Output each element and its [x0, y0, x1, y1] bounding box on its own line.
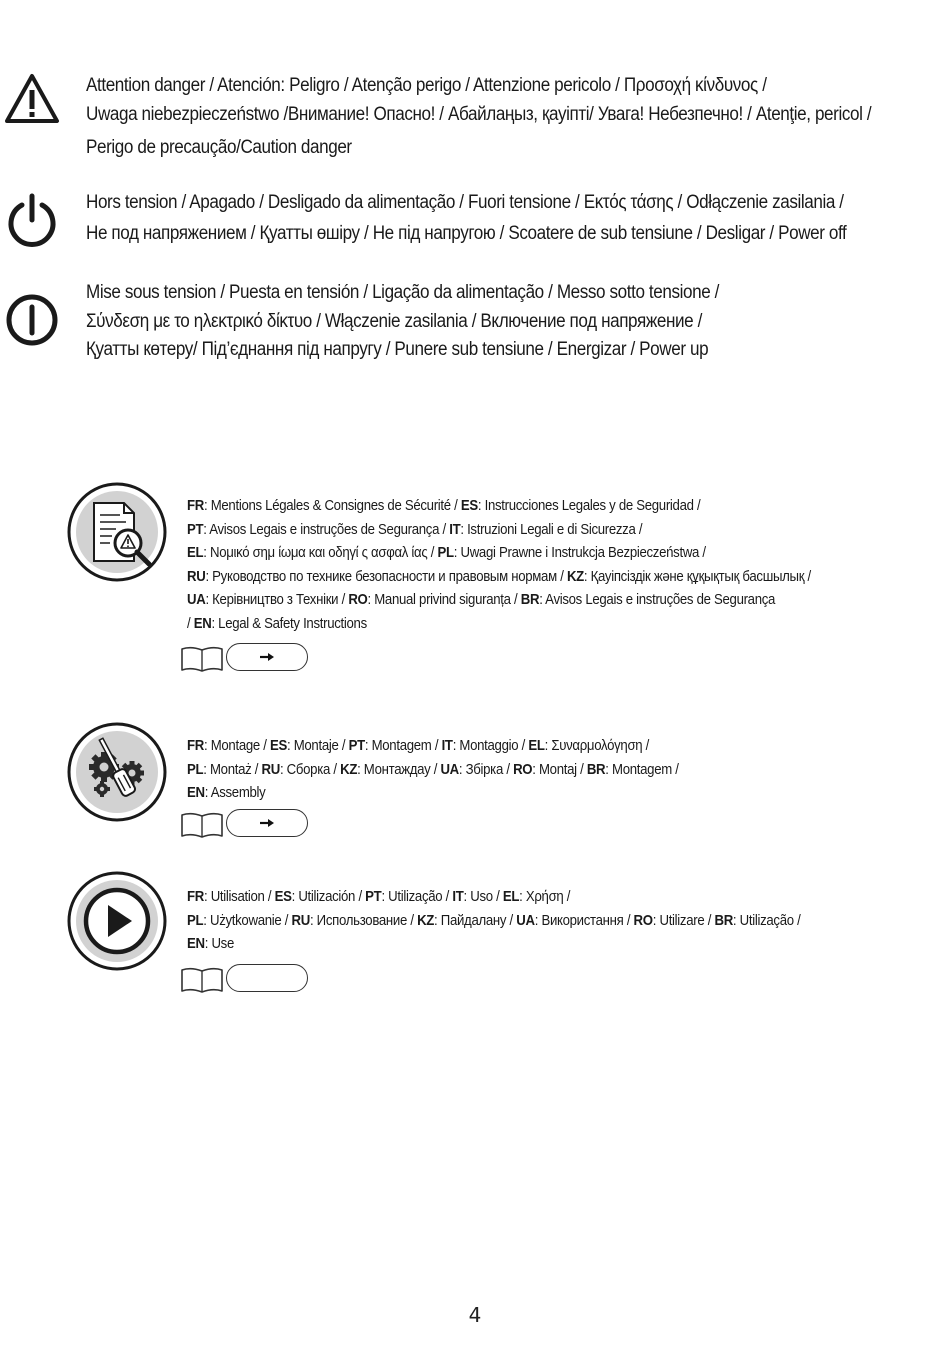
- legal-line: / EN: Legal & Safety Instructions: [187, 614, 367, 632]
- assembly-text: [187, 734, 679, 805]
- assembly-line: EN: Assembly: [187, 784, 266, 802]
- manual-reference: [180, 964, 312, 996]
- manual-reference: [180, 809, 312, 841]
- legal-line: RU: Руководство по технике безопасности и правовым нормам / KZ: Қауіпсіздік және құқықтық басшылық /: [187, 567, 811, 585]
- legal-safety-text: [187, 494, 811, 636]
- power-off-icon: [4, 192, 60, 248]
- power-on-line: Σύνδεση με το ηλεκτρικό δίκτυο / Włączenie zasilania / Включение под напряжение /: [86, 310, 702, 332]
- power-off-line: Не под напряжением / Қуатты өшіру / Не під напругою / Scoatere de sub tensiune / Desligar / Power off: [86, 222, 847, 244]
- page-ref-pill: [226, 809, 308, 837]
- power-on-icon: [4, 292, 60, 348]
- play-icon: [66, 870, 168, 972]
- arrow-right-icon: [259, 652, 275, 662]
- open-book-icon: [180, 811, 224, 839]
- assembly-line: FR: Montage / ES: Montaje / PT: Montagem / IT: Montaggio / EL: Συναρμολόγηση /: [187, 737, 650, 754]
- page-ref-pill: [226, 643, 308, 671]
- assembly-line: PL: Montaż / RU: Сборка / KZ: Монтаждау / UA: Збірка / RO: Montaj / BR: Montagem /: [187, 760, 679, 778]
- caution-line: Perigo de precaução/Caution danger: [86, 137, 352, 158]
- gears-screwdriver-icon: [66, 721, 168, 823]
- legal-line: UA: Керівництво з Техніки / RO: Manual privind siguranța / BR: Avisos Legais e instruções de Segurança: [187, 591, 776, 609]
- use-text: [187, 885, 800, 956]
- use-line: FR: Utilisation / ES: Utilización / PT: Utilização / IT: Uso / EL: Χρήση /: [187, 888, 571, 905]
- open-book-icon: [180, 645, 224, 673]
- legal-line: PT: Avisos Legais e instruções de Segurança / IT: Istruzioni Legali e di Sicurezza /: [187, 520, 643, 538]
- legal-line: FR: Mentions Légales & Consignes de Sécurité / ES: Instrucciones Legales y de Seguridad /: [187, 497, 701, 514]
- use-line: PL: Użytkowanie / RU: Использование / KZ: Пайдалану / UA: Використання / RO: Utilizare / BR: Utilização /: [187, 911, 801, 929]
- warning-triangle-icon: [4, 72, 60, 128]
- caution-text: [86, 72, 872, 163]
- page-number: 4: [468, 1303, 482, 1327]
- caution-line: Attention danger / Atención: Peligro / Atenção perigo / Attenzione pericolo / Προσοχή κίνδυνος /: [86, 75, 767, 96]
- power-on-line: Қуатты көтеру/ Під’єднання під напругу / Punere sub tensiune / Energizar / Power up: [86, 339, 709, 360]
- document-warning-icon: [66, 481, 168, 583]
- caution-line: Uwaga niebezpieczeństwo /Внимание! Опасно! / Абайлаңыз, қауіпті/ Увага! Небезпечно! / Atenţie, pericol /: [86, 103, 872, 125]
- page-ref-pill: [226, 964, 308, 992]
- arrow-right-icon: [259, 818, 275, 828]
- use-line: EN: Use: [187, 935, 234, 953]
- legal-line: EL: Νομικό σημ ίωμα και οδηγί ς ασφαλ ίας / PL: Uwagi Prawne i Instrukcja Bezpieczeństwa /: [187, 544, 706, 562]
- power-on-text: [86, 279, 856, 365]
- manual-reference: [180, 643, 312, 675]
- power-on-line: Mise sous tension / Puesta en tensión / Ligação da alimentação / Messo sotto tensione /: [86, 282, 720, 303]
- open-book-icon: [180, 966, 224, 994]
- power-off-line: Hors tension / Apagado / Desligado da alimentação / Fuori tensione / Εκτός τάσης / Odłączenie zasilania /: [86, 192, 844, 213]
- power-off-text: [86, 189, 856, 248]
